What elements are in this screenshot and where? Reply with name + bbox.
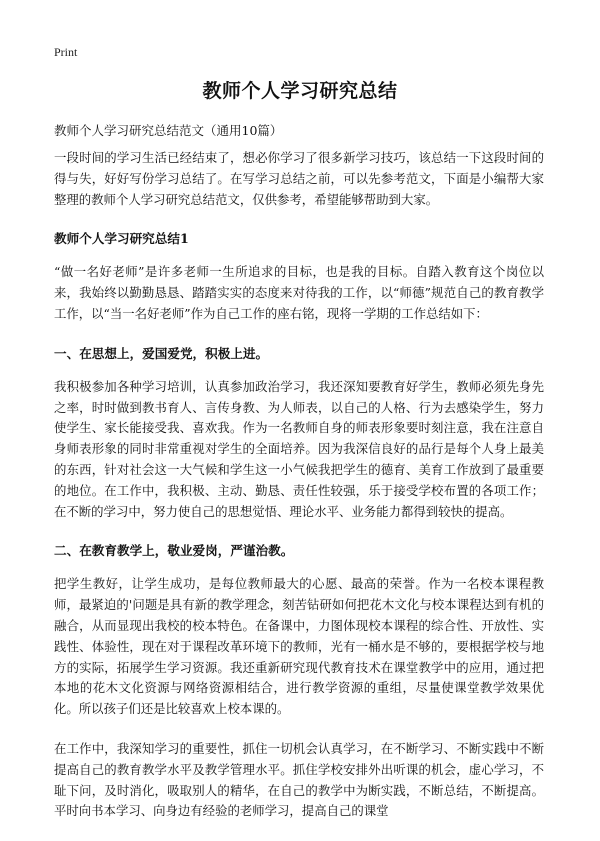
paragraph-1: 我积极参加各种学习培训，认真参加政治学习，我还深知要教育好学生，教师必须先身先之率，时时做到教书育人、言传身教、为人师表，以自己的人格、行为去感染学生，努力使学生、家长能接受我、喜欢我。作为一名教师自身的师表形象要时刻注意，我在注意自身师表形象的同时非常重视对学生的全面培养。因为我深信良好的品行是每个人身上最美的东西，针对社会这一大气候和学生这一小气候我把学生的德育、美育工作放到了最重要的地位。在工作中，我积极、主动、勤恳、责任性较强，乐于接受学校布置的各项工作；在不断的学习中，努力使自己的思想觉悟、理论水平、业务能力都得到较快的提高。	[54, 378, 544, 519]
page-title: 教师个人学习研究总结	[202, 80, 398, 102]
print-label: Print	[54, 45, 78, 59]
paragraph-2: 把学生教好，让学生成功，是每位教师最大的心愿、最高的荣誉。作为一名校本课程教师，最紧迫的'问题是具有新的教学理念，刻苦钻研如何把花木文化与校本课程达到有机的融合，从而显现出我校的校本特色。在备课中，力图体现校本课程的综合性、开放性、实践性、体验性，现在对于课程改革环境下的教师，光有一桶水是不够的，要根据学校与地方的实际，拓展学生学习资源。我还重新研究现代教育技术在课堂教学中的应用，通过把本地的花木文化资源与网络资源相结合，进行教学资源的重组，尽量使课堂教学效果优化。所以孩子们还是比较喜欢上校本课的。	[54, 576, 544, 717]
section-title: 教师个人学习研究总结1	[54, 231, 189, 247]
document-body	[54, 148, 544, 841]
document-subtitle: 教师个人学习研究总结范文（通用10篇）	[54, 123, 283, 138]
section-heading-1: 一、在思想上，爱国爱党，积极上进。	[54, 345, 269, 361]
paragraph-3: 在工作中，我深知学习的重要性，抓住一切机会认真学习，在不断学习、不断实践中不断提高自己的教育教学水平及教学管理水平。抓住学校安排外出听课的机会，虚心学习，不耻下问，及时消化，吸取别人的精华，在自己的教学中为断实践，不断总结，不断提高。平时向书本学习、向身边有经验的老师学习，提高自己的课堂	[54, 740, 544, 819]
section-heading-2: 二、在教育教学上，敬业爱岗，严谨治教。	[54, 543, 294, 559]
section-intro-paragraph: “做一名好老师”是许多老师一生所追求的目标，也是我的目标。自踏入教育这个岗位以来，我始终以勤勤恳恳、踏踏实实的态度来对待我的工作，以“师德”规范自己的教育教学工作，以“当一名好老师”作为自己工作的座右铭，现将一学期的工作总结如下：	[54, 264, 544, 321]
intro-paragraph: 一段时间的学习生活已经结束了，想必你学习了很多新学习技巧，该总结一下这段时间的得与失，好好写份学习总结了。在写学习总结之前，可以先参考范文，下面是小编帮大家整理的教师个人学习研究总结范文，仅供参考，希望能够帮助到大家。	[54, 150, 544, 207]
